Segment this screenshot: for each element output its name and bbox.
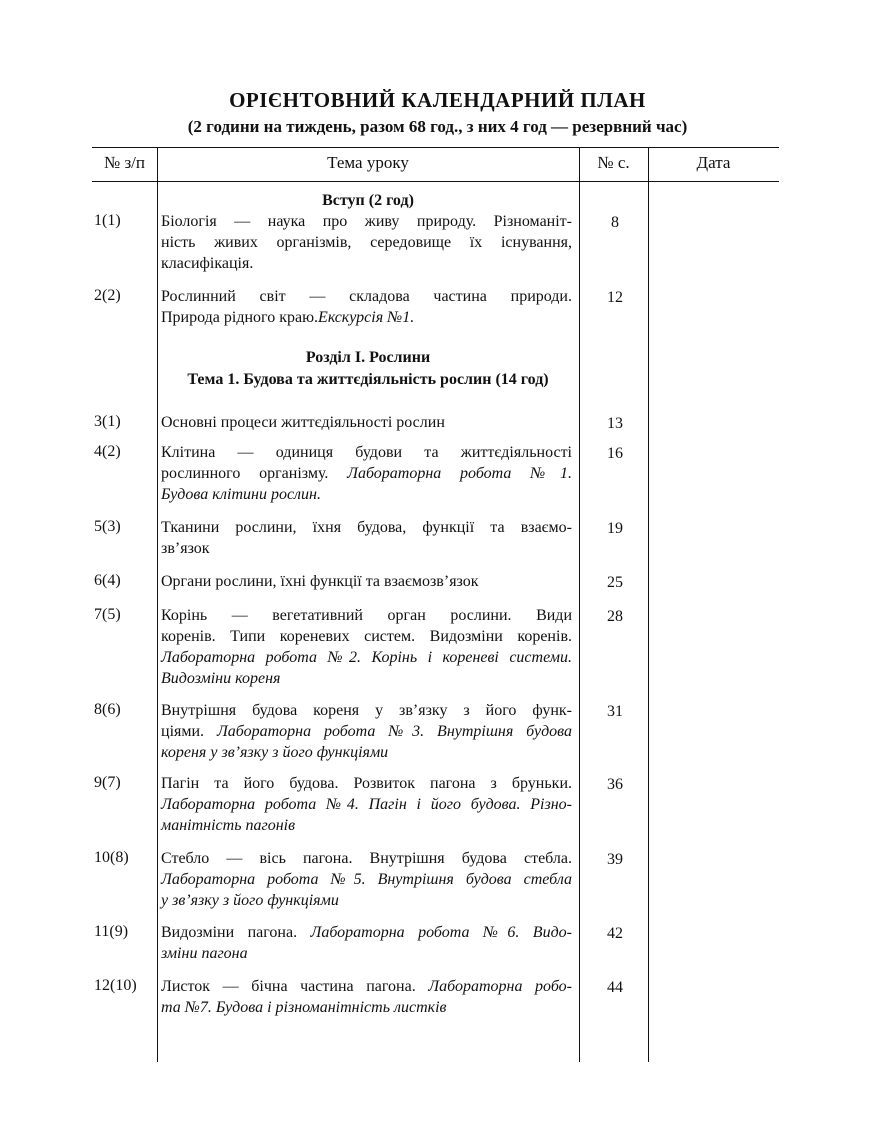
topic-line xyxy=(161,463,572,484)
topic-line xyxy=(161,253,572,274)
row-page-number: 16 xyxy=(607,445,623,462)
column-divider-1 xyxy=(157,148,158,1062)
topic-text: Видозміни пагона. xyxy=(161,924,311,941)
topic-text: Основні процеси життєдіяльності рослин xyxy=(161,414,445,431)
topic-line xyxy=(161,517,572,538)
topic-italic-text: Лабораторна робота №4. Пагін і його будова. Різно- xyxy=(161,796,572,813)
topic-line xyxy=(161,943,572,964)
row-topic xyxy=(161,700,572,763)
topic-text: Тканини рослини, їхня будова, функції та взаємо- xyxy=(161,519,572,536)
topic-text: Листок — бічна частина пагона. xyxy=(161,978,429,995)
row-number: 4(2) xyxy=(94,443,121,460)
row-page-number: 12 xyxy=(607,289,623,306)
topic-line xyxy=(161,922,572,943)
row-topic xyxy=(161,922,572,964)
topic-line xyxy=(161,484,572,505)
topic-italic-text: зміни пагона xyxy=(161,945,248,962)
row-topic xyxy=(161,412,572,433)
topic-line xyxy=(161,997,572,1018)
section-title: Розділ І. Рослини xyxy=(305,349,431,366)
topic-italic-text: та №7. Будова і різноманітність листків xyxy=(161,999,447,1016)
topic-italic-text: Лабораторна робота №2. Корінь і кореневі системи. xyxy=(161,649,572,666)
topic-line xyxy=(161,890,572,911)
row-page-number: 25 xyxy=(607,574,623,591)
topic-line xyxy=(161,442,572,463)
page-subtitle: (2 години на тиждень, разом 68 год., з них 4 год — резервний час) xyxy=(187,117,688,136)
topic-italic-text: манітність пагонів xyxy=(161,817,296,834)
row-page-number: 42 xyxy=(607,925,623,942)
topic-text: Рослинний світ — складова частина природи. xyxy=(161,288,572,305)
topic-text: зв’язок xyxy=(161,540,210,557)
topic-line xyxy=(161,412,572,433)
topic-italic-text: Лабораторна робота №5. Внутрішня будова стебла xyxy=(161,871,572,888)
row-page-number: 39 xyxy=(607,851,623,868)
topic-text: Органи рослини, їхні функції та взаємозв’язок xyxy=(161,573,479,590)
row-number: 3(1) xyxy=(94,413,121,430)
topic-line xyxy=(161,538,572,559)
topic-text: Стебло — вісь пагона. Внутрішня будова стебла. xyxy=(161,850,572,867)
topic-line xyxy=(161,848,572,869)
topic-line xyxy=(161,742,572,763)
topic-text: Пагін та його будова. Розвиток пагона з бруньки. xyxy=(161,775,572,792)
row-topic xyxy=(161,211,572,274)
topic-text: Внутрішня будова кореня у зв’язку з його функ- xyxy=(161,702,572,719)
topic-text: Природа рідного краю. xyxy=(161,309,319,326)
topic-italic-text: Видозміни кореня xyxy=(161,670,281,687)
topic-text: Клітина — одиниця будови та життєдіяльності xyxy=(161,444,572,461)
column-divider-2 xyxy=(579,148,580,1062)
topic-text: рослинного організму. xyxy=(161,465,348,482)
row-page-number: 13 xyxy=(607,415,623,432)
topic-text: ність живих організмів, середовище їх існування, xyxy=(161,234,572,251)
topic-italic-text: у зв’язку з його функціями xyxy=(161,892,339,909)
topic-line xyxy=(161,626,572,647)
section-subtitle: Тема 1. Будова та життєдіяльність рослин (14 год) xyxy=(187,371,549,388)
row-topic xyxy=(161,976,572,1018)
row-topic xyxy=(161,848,572,911)
row-number: 1(1) xyxy=(94,212,121,229)
topic-line xyxy=(161,307,572,328)
topic-line xyxy=(161,211,572,232)
topic-text: класифікація. xyxy=(161,255,254,272)
row-number: 8(6) xyxy=(94,701,121,718)
row-topic xyxy=(161,773,572,836)
topic-italic-text: Лабораторна робота №3. Внутрішня будова xyxy=(216,723,572,740)
table-top-rule xyxy=(92,147,779,148)
topic-italic-text: Лабораторна робота №6. Видо- xyxy=(310,924,572,941)
topic-line xyxy=(161,976,572,997)
topic-text: ціями. xyxy=(161,723,217,740)
row-page-number: 44 xyxy=(607,979,623,996)
row-page-number: 28 xyxy=(607,608,623,625)
topic-line xyxy=(161,815,572,836)
row-number: 12(10) xyxy=(94,977,137,994)
table-header-rule xyxy=(92,181,779,182)
topic-italic-text: Лабораторна робо- xyxy=(428,978,573,995)
row-number: 6(4) xyxy=(94,572,121,589)
topic-line xyxy=(161,721,572,742)
row-topic xyxy=(161,442,572,505)
row-page-number: 36 xyxy=(607,776,623,793)
topic-line xyxy=(161,700,572,721)
row-page-number: 31 xyxy=(607,703,623,720)
topic-line xyxy=(161,794,572,815)
topic-line xyxy=(161,647,572,668)
topic-line xyxy=(161,605,572,626)
header-date: Дата xyxy=(696,153,731,172)
row-number: 7(5) xyxy=(94,606,121,623)
header-number: № з/п xyxy=(103,153,145,172)
topic-text: Біологія — наука про живу природу. Різноманіт- xyxy=(161,213,572,230)
page-title: ОРІЄНТОВНИЙ КАЛЕНДАРНИЙ ПЛАН xyxy=(229,88,646,112)
topic-line xyxy=(161,869,572,890)
topic-line xyxy=(161,232,572,253)
topic-text: Корінь — вегетативний орган рослини. Види xyxy=(161,607,572,624)
row-number: 2(2) xyxy=(94,287,121,304)
row-topic xyxy=(161,286,572,328)
row-number: 10(8) xyxy=(94,849,129,866)
topic-line xyxy=(161,773,572,794)
topic-italic-text: Екскурсія №1. xyxy=(318,309,415,326)
topic-italic-text: Будова клітини рослин. xyxy=(161,486,321,503)
topic-line xyxy=(161,668,572,689)
topic-italic-text: Лабораторна робота №1. xyxy=(347,465,572,482)
topic-text: коренів. Типи кореневих систем. Видозміни коренів. xyxy=(161,628,572,645)
row-number: 11(9) xyxy=(94,923,129,940)
row-topic xyxy=(161,517,572,559)
row-number: 5(3) xyxy=(94,518,121,535)
row-topic xyxy=(161,605,572,689)
row-page-number: 19 xyxy=(607,520,623,537)
topic-line xyxy=(161,286,572,307)
topic-line xyxy=(161,571,572,592)
header-topic: Тема уроку xyxy=(327,153,409,172)
header-page: № с. xyxy=(597,153,630,172)
row-page-number: 8 xyxy=(611,214,619,231)
row-topic xyxy=(161,571,572,592)
section-title: Вступ (2 год) xyxy=(322,192,414,209)
row-number: 9(7) xyxy=(94,774,121,791)
topic-italic-text: кореня у зв’язку з його функціями xyxy=(161,744,389,761)
